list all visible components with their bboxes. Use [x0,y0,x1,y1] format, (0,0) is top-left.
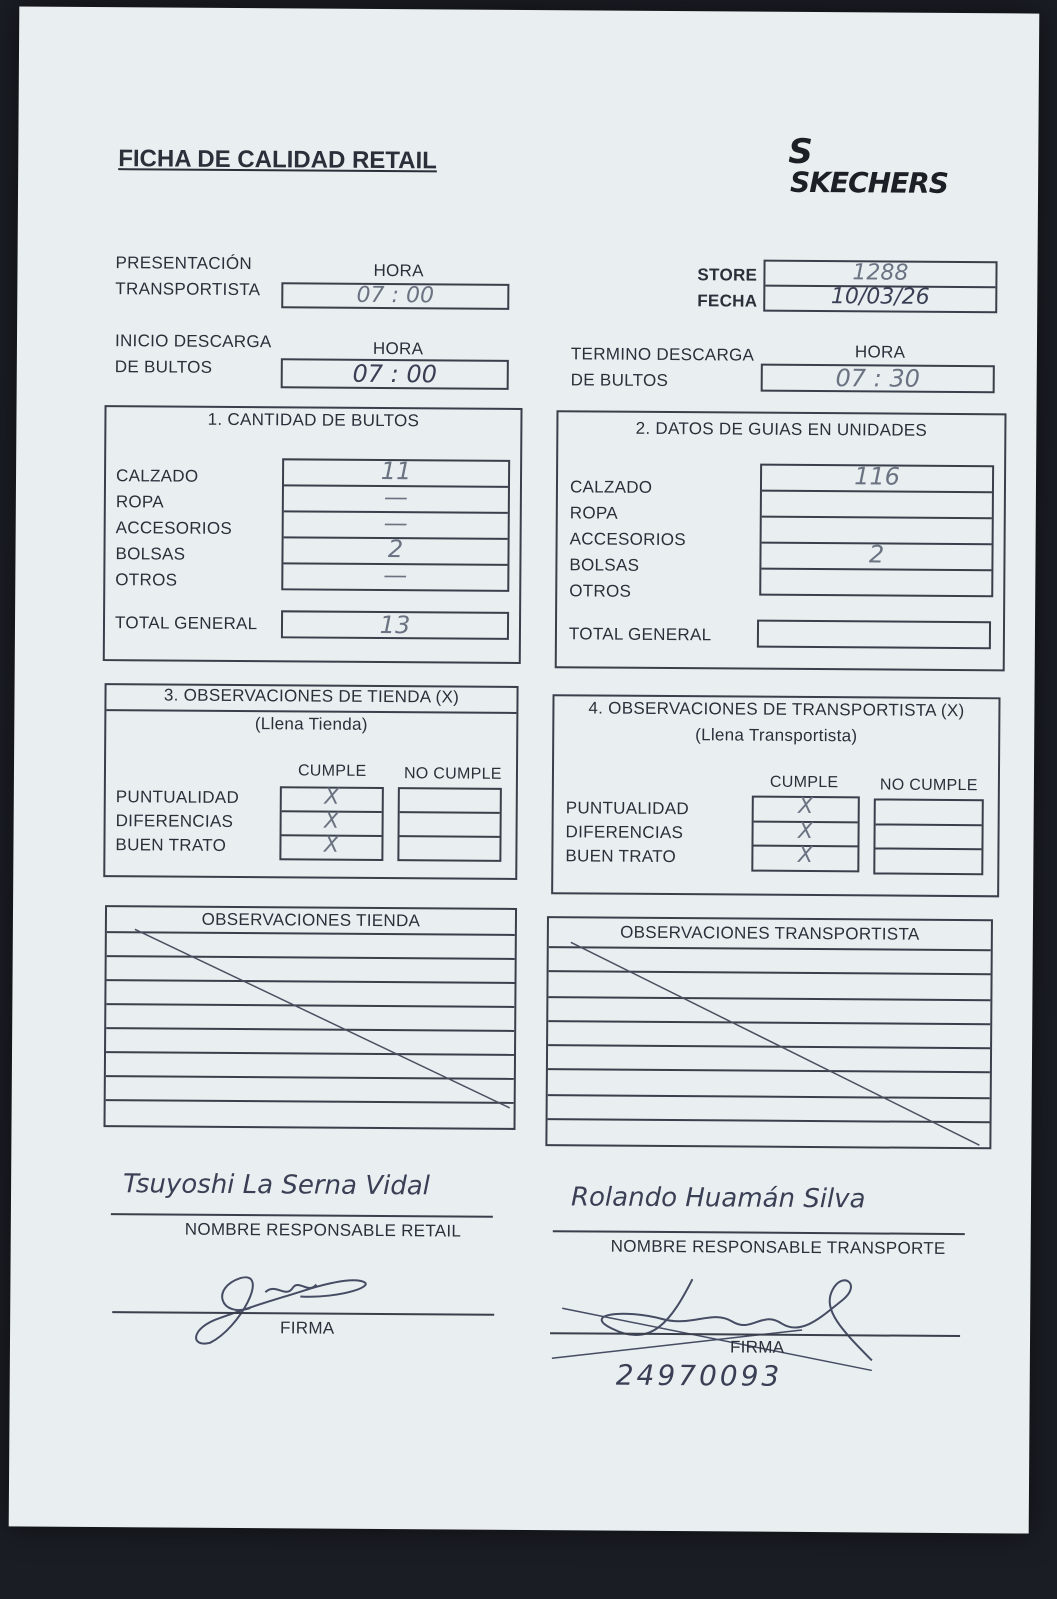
section-1-title: 1. CANTIDAD DE BULTOS [207,409,420,431]
guias-label: ROPA [569,503,618,523]
obs-transportista-label: PUNTUALIDAD [565,798,690,819]
presentacion-hora-field[interactable] [281,282,509,310]
section-observaciones-tienda [103,683,518,880]
guias-label: CALZADO [569,477,653,497]
obs-tienda-cumple-mark[interactable]: X [323,832,340,858]
bultos-total-field[interactable] [281,610,509,640]
brand-mark: S [788,131,813,173]
presentacion-label-1: PRESENTACIÓN [115,253,253,274]
section-3-title: 3. OBSERVACIONES DE TIENDA (X) [106,685,516,714]
skechers-logo [780,132,980,203]
bultos-labels [115,463,232,594]
bultos-total-label: TOTAL GENERAL [114,613,258,634]
section-2-title: 2. DATOS DE GUIAS EN UNIDADES [635,418,928,440]
bultos-label: CALZADO [115,466,199,486]
form-title: FICHA DE CALIDAD RETAIL [118,145,438,175]
section-4-subtitle: (Llena Transportista) [695,725,858,746]
guias-label: ACCESORIOS [569,529,687,550]
inicio-hora-label: HORA [372,338,424,359]
bultos-value[interactable]: — [383,483,408,512]
fecha-label: FECHA [697,291,758,311]
observaciones-transportista-notes [545,916,993,1149]
guias-labels [569,474,686,605]
bultos-value[interactable]: — [383,509,408,538]
obs-tienda-no-cumple-column [397,787,502,862]
retail-firma-label: FIRMA [280,1318,335,1338]
obs-transportista-no-cumple-column [873,798,984,875]
obs-tienda-label: PUNTUALIDAD [115,787,240,808]
bultos-value[interactable]: 2 [387,535,404,564]
transport-responsible-name[interactable]: Rolando Huamán Silva [570,1182,866,1215]
notes-tienda-title: OBSERVACIONES TIENDA [201,909,421,931]
presentacion-hora-value: 07 : 00 [356,282,435,309]
bultos-label: ACCESORIOS [115,518,233,538]
strike-through-line [547,918,991,1147]
termino-label-2: DE BULTOS [570,370,669,390]
termino-hora-label: HORA [854,342,906,362]
guias-value-column [759,464,994,598]
bultos-value-column [281,458,510,592]
quality-form-sheet [9,6,1040,1533]
guias-total-label: TOTAL GENERAL [568,624,712,645]
guias-value[interactable]: 2 [868,540,885,569]
fecha-value[interactable]: 10/03/26 [830,284,930,310]
store-label: STORE [697,265,758,285]
section-datos-guias [555,410,1007,671]
obs-transportista-labels [565,796,689,869]
obs-tienda-label: BUEN TRATO [115,835,227,855]
obs-transportista-label: BUEN TRATO [565,846,677,867]
cumple-header: CUMPLE [769,773,839,792]
termino-hora-field[interactable] [761,364,995,394]
transport-id-number[interactable]: 24970093 [615,1358,783,1393]
guias-label: OTROS [569,581,632,601]
obs-tienda-cumple-mark[interactable]: X [324,784,340,810]
obs-transportista-cumple-mark[interactable]: X [797,842,814,869]
obs-tienda-cumple-column [279,786,384,861]
obs-transportista-label: DIFERENCIAS [565,822,684,843]
section-3-subtitle: (Llena Tienda) [254,714,368,734]
bultos-total-value: 13 [379,610,411,640]
retail-name-line [111,1213,493,1218]
presentacion-hora-label: HORA [373,260,424,281]
cumple-header: CUMPLE [297,762,367,780]
bultos-label: BOLSAS [115,544,186,564]
bultos-label: OTROS [115,570,178,590]
strike-through-line [106,907,516,1128]
section-cantidad-bultos [103,405,523,664]
obs-transportista-cumple-mark[interactable]: X [797,818,814,845]
inicio-hora-value: 07 : 00 [352,359,438,389]
brand-wordmark: SKECHERS [789,165,949,200]
no-cumple-header: NO CUMPLE [879,776,978,795]
section-4-title: 4. OBSERVACIONES DE TRANSPORTISTA (X) [588,698,965,721]
obs-tienda-cumple-mark[interactable]: X [324,808,340,834]
termino-label-1: TERMINO DESCARGA [570,344,755,365]
retail-responsible-name[interactable]: Tsuyoshi La Serna Vidal [122,1169,431,1202]
observaciones-tienda-notes [103,905,517,1130]
guias-total-field[interactable] [757,620,991,650]
termino-hora-value: 07 : 30 [835,364,921,393]
notes-transportista-title: OBSERVACIONES TRANSPORTISTA [620,922,920,944]
bultos-value[interactable]: — [383,561,408,590]
guias-label: BOLSAS [569,555,640,575]
inicio-hora-field[interactable] [281,358,509,390]
transport-name-line [553,1230,965,1235]
guias-total-value [759,622,989,624]
obs-tienda-label: DIFERENCIAS [115,811,234,831]
store-value[interactable]: 1288 [852,260,909,286]
store-fecha-box [763,260,997,314]
inicio-label-1: INICIO DESCARGA [114,331,272,352]
obs-transportista-cumple-mark[interactable]: X [798,793,814,820]
inicio-label-2: DE BULTOS [114,357,213,377]
presentacion-label-2: TRANSPORTISTA [115,279,261,300]
bultos-value[interactable]: 11 [380,456,412,486]
transport-name-label: NOMBRE RESPONSABLE TRANSPORTE [610,1236,946,1258]
bultos-label: ROPA [115,492,165,512]
obs-transportista-cumple-column [751,793,860,873]
section-observaciones-transportista [551,694,1000,897]
obs-tienda-labels [115,785,239,858]
no-cumple-header: NO CUMPLE [403,765,502,783]
transport-firma-label: FIRMA [729,1337,785,1357]
guias-value[interactable]: 116 [854,462,901,491]
retail-name-label: NOMBRE RESPONSABLE RETAIL [184,1219,462,1241]
